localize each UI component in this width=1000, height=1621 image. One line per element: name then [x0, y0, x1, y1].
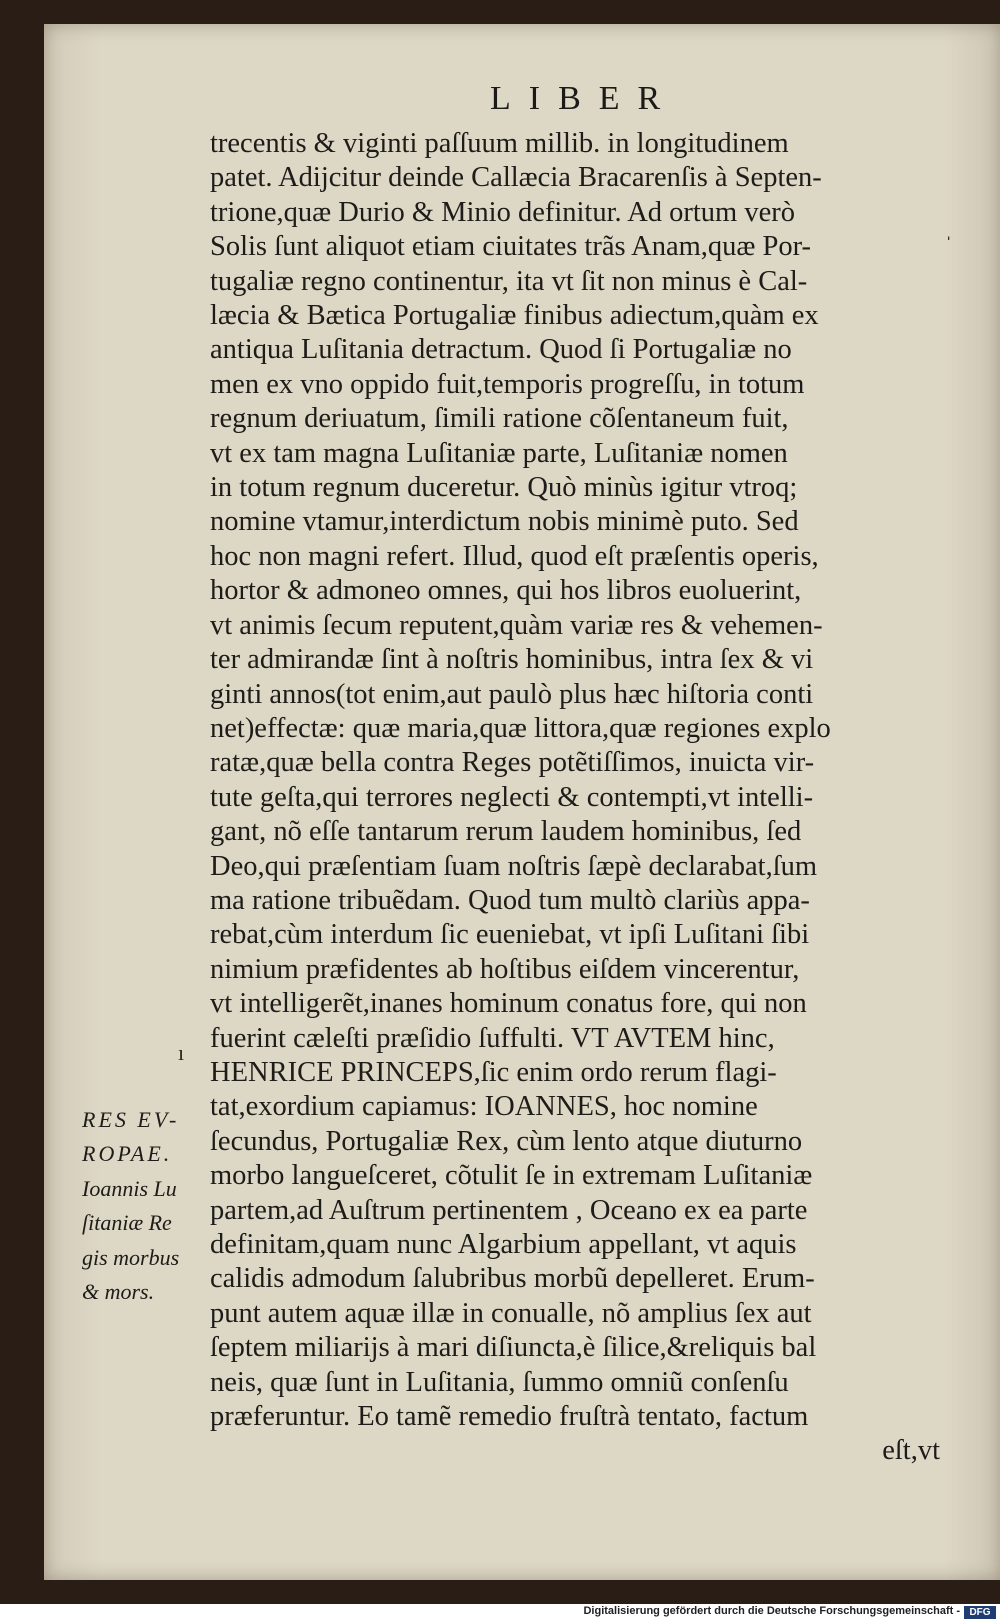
text-line: gant, nõ eſſe tantarum rerum laudem hominibus, ſed — [210, 816, 802, 848]
margin-note-line: RES EV- — [82, 1107, 180, 1132]
text-line: ſecundus, Portugaliæ Rex, cùm lento atque diuturno — [210, 1125, 803, 1157]
running-head: LIBER — [490, 80, 679, 117]
text-line: ſeptem miliarijs à mari diſiuncta,è ſilice,&reliquis bal — [210, 1332, 817, 1364]
text-line: antiqua Luſitania detractum. Quod ſi Portugaliæ no — [210, 334, 792, 366]
text-line: ginti annos(tot enim,aut paulò plus hæc hiſtoria conti — [210, 678, 814, 710]
text-line: rebat,cùm interdum ſic eueniebat, vt ipſi Luſitani ſibi — [210, 919, 810, 951]
body-text — [210, 127, 940, 1469]
text-line: ma ratione tribuẽdam. Quod tum multò clariùs appa- — [210, 884, 810, 916]
margin-note-line: ſitaniæ Re — [82, 1210, 172, 1236]
text-line: tute geſta,qui terrores neglecti & contempti,vt intelli- — [210, 781, 814, 813]
text-line: nomine vtamur,interdictum nobis minimè puto. Sed — [210, 506, 799, 538]
text-line: vt intelligerẽt,inanes hominum conatus fore, qui non — [210, 988, 807, 1020]
text-line: ter admirandæ ſint à noſtris hominibus, intra ſex & vi — [210, 644, 814, 676]
text-line: punt autem aquæ illæ in conualle, nõ amplius ſex aut — [210, 1297, 812, 1329]
text-line: neis, quæ ſunt in Luſitania, ſummo omniũ conſenſu — [210, 1366, 789, 1398]
text-line: in totum regnum duceretur. Quò minùs igitur vtroq; — [210, 472, 798, 504]
text-line: præferuntur. Eo tamẽ remedio fruſtrà tentato, factum — [210, 1401, 809, 1433]
text-line: patet. Adijcitur deinde Callæcia Bracarenſis à Septen- — [210, 162, 822, 194]
text-line: eſt,vt — [882, 1435, 940, 1467]
text-line: vt ex tam magna Luſitaniæ parte, Luſitaniæ nomen — [210, 437, 788, 469]
text-line: Deo,qui præſentiam ſuam noſtris ſæpè declarabat,ſum — [210, 850, 818, 882]
text-line: regnum deriuatum, ſimili ratione cõſentaneum fuit, — [210, 403, 789, 435]
text-line: tat,exordium capiamus: IOANNES, hoc nomine — [210, 1091, 758, 1123]
digitization-footer — [0, 1604, 1000, 1621]
footer-credit: Digitalisierung gefördert durch die Deutsche Forschungsgemeinschaft - — [583, 1605, 960, 1617]
text-line: ratæ,quæ bella contra Reges potẽtiſſimos, inuicta vir- — [210, 747, 815, 779]
text-line: partem,ad Auſtrum pertinentem , Oceano ex ea parte — [210, 1194, 808, 1226]
dfg-logo: DFG — [964, 1606, 996, 1619]
text-line: HENRICE PRINCEPS,ſic enim ordo rerum flagi- — [210, 1056, 777, 1088]
margin-tick-mark: ı — [178, 1040, 185, 1065]
text-line: hoc non magni refert. Illud, quod eſt præſentis operis, — [210, 540, 819, 572]
margin-note-line: gis morbus — [82, 1244, 180, 1270]
text-line: calidis admodum ſalubribus morbũ depelleret. Erum- — [210, 1263, 815, 1295]
text-line: fuerint cæleſti præſidio ſuffulti. VT AVTEM hinc, — [210, 1022, 775, 1054]
text-line: men ex vno oppido fuit,temporis progreſſu, in totum — [210, 368, 805, 400]
text-line: Solis ſunt aliquot etiam ciuitates trãs Anam,quæ Por- — [210, 231, 812, 263]
text-line: definitam,quam nunc Algarbium appellant, vt aquis — [210, 1229, 797, 1260]
text-line: trecentis & viginti paſſuum millib. in longitudinem — [210, 128, 789, 159]
text-line: net)effectæ: quæ maria,quæ littora,quæ regiones explo — [210, 712, 831, 744]
margin-note — [82, 1103, 214, 1309]
text-line: trione,quæ Durio & Minio definitur. Ad ortum verò — [210, 196, 795, 228]
text-line: morbo langueſceret, cõtulit ſe in extremam Luſitaniæ — [210, 1160, 813, 1192]
text-line: vt animis ſecum reputent,quàm variæ res & vehemen- — [210, 609, 823, 641]
text-line: tugaliæ regno continentur, ita vt ſit non minus è Cal- — [210, 265, 808, 297]
text-line: hortor & admoneo omnes, qui hos libros euoluerint, — [210, 575, 802, 607]
margin-tick-mark: ˈ — [945, 232, 953, 257]
margin-note-line: Ioannis Lu — [82, 1175, 177, 1201]
margin-note-line: & mors. — [82, 1279, 155, 1305]
text-line: nimium præfidentes ab hoſtibus eiſdem vincerentur, — [210, 953, 800, 985]
text-line: læcia & Bætica Portugaliæ finibus adiectum,quàm ex — [210, 300, 819, 332]
margin-note-line: ROPAE. — [82, 1141, 173, 1167]
